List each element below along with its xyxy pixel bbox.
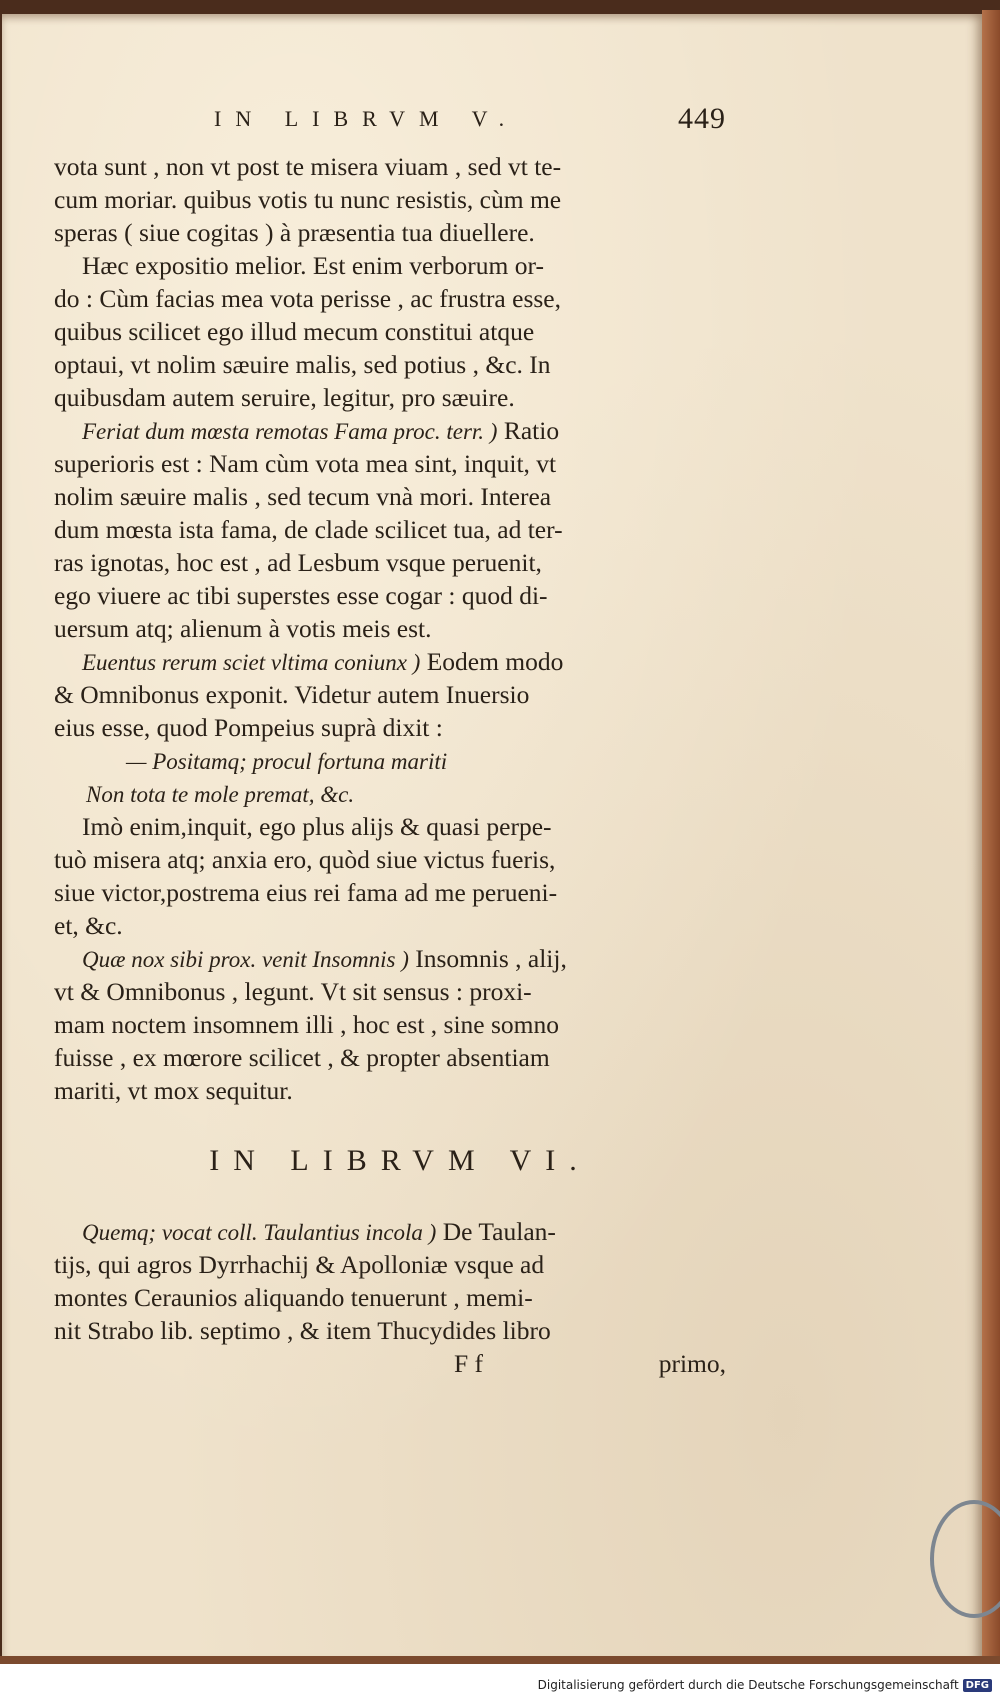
line-text: uersum atq; alienum à votis meis est. [54, 614, 432, 643]
text-line [54, 282, 726, 315]
lemma: Quemq; vocat coll. Taulantius incola ) [82, 1220, 437, 1245]
text-line [54, 348, 726, 381]
text-line [54, 909, 726, 942]
spacer [54, 1191, 726, 1215]
text-line [54, 777, 726, 810]
credit-bar [0, 1664, 1000, 1704]
line-text: Hæc expositio melior. Est enim verborum or- [82, 251, 544, 280]
text-line [54, 414, 726, 447]
line-text: Imò enim,inquit, ego plus alijs & quasi perpe- [82, 812, 552, 841]
text-line [54, 1281, 726, 1314]
lemma: Quæ nox sibi prox. venit Insomnis ) [82, 947, 409, 972]
text-line [54, 645, 726, 678]
text-line [54, 1041, 726, 1074]
line-text: quibusdam autem seruire, legitur, pro sæuire. [54, 383, 515, 412]
line-text: optaui, vt nolim sæuire malis, sed potius , &c. In [54, 350, 551, 379]
text-line [54, 711, 726, 744]
spacer [54, 1107, 726, 1131]
line-text: et, &c. [54, 911, 123, 940]
line-text: nolim sæuire malis , sed tecum vnà mori. Interea [54, 482, 552, 511]
text-line [54, 942, 726, 975]
line-text: tijs, qui agros Dyrrhachij & Apolloniæ vsque ad [54, 1250, 545, 1279]
line-text: fuisse , ex mœrore scilicet , & propter absentiam [54, 1043, 550, 1072]
text-line [54, 315, 726, 348]
line-text: dum mœsta ista fama, de clade scilicet tua, ad ter- [54, 515, 563, 544]
page-footer [54, 1347, 726, 1380]
signature-mark: F f [454, 1349, 484, 1378]
text-line [54, 1248, 726, 1281]
line-text: mariti, vt mox sequitur. [54, 1076, 293, 1105]
section-heading: IN LIBRVM VI. [209, 1144, 591, 1177]
page-text [54, 102, 726, 1380]
text-line [54, 579, 726, 612]
line-text: superioris est : Nam cùm vota mea sint, inquit, vt [54, 449, 557, 478]
dfg-logo: DFG [963, 1679, 992, 1692]
line-text: ras ignotas, hoc est , ad Lesbum vsque peruenit, [54, 548, 542, 577]
text-line [54, 1314, 726, 1347]
line-text: speras ( siue cogitas ) à præsentia tua diuellere. [54, 218, 535, 247]
line-text: nit Strabo lib. septimo , & item Thucydides libro [54, 1316, 551, 1345]
line-text: tuò misera atq; anxia ero, quòd siue victus fueris, [54, 845, 556, 874]
line-text: siue victor,postrema eius rei fama ad me perueni- [54, 878, 558, 907]
line-text: ego viuere ac tibi superstes esse cogar : quod di- [54, 581, 548, 610]
line-text: vt & Omnibonus , legunt. Vt sit sensus : proxi- [54, 977, 532, 1006]
text-line [54, 249, 726, 282]
credit-text: Digitalisierung gefördert durch die Deutsche Forschungsgemeinschaft [537, 1678, 959, 1692]
text-line [54, 546, 726, 579]
text-line [54, 612, 726, 645]
verse-quote: — Positamq; procul fortuna mariti [126, 749, 448, 774]
line-text: Insomnis , alij, [408, 944, 567, 973]
text-line [54, 447, 726, 480]
page-header [54, 102, 726, 150]
line-text: vota sunt , non vt post te misera viuam , sed vt te- [54, 152, 562, 181]
book-bottom-edge [0, 1656, 1000, 1664]
book-page [2, 14, 982, 1664]
line-text: quibus scilicet ego illud mecum constitui atque [54, 317, 535, 346]
verse-quote: Non tota te mole premat, &c. [86, 782, 355, 807]
page-number: 449 [678, 102, 726, 135]
text-line [54, 744, 726, 777]
line-text: De Taulan- [436, 1217, 556, 1246]
credit-line [538, 1678, 992, 1692]
line-text: eius esse, quod Pompeius suprà dixit : [54, 713, 443, 742]
line-text: cum moriar. quibus votis tu nunc resistis, cùm me [54, 185, 562, 214]
text-line [54, 975, 726, 1008]
text-line [54, 1074, 726, 1107]
text-line [54, 183, 726, 216]
text-line [54, 150, 726, 183]
text-line [54, 810, 726, 843]
text-line [54, 843, 726, 876]
text-line [54, 1008, 726, 1041]
text-line [54, 381, 726, 414]
lemma: Euentus rerum sciet vltima coniunx ) [82, 650, 421, 675]
text-line [54, 1215, 726, 1248]
line-text: Ratio [497, 416, 560, 445]
running-head: IN LIBRVM V. [214, 106, 519, 131]
text-line [54, 216, 726, 249]
book-edge [982, 10, 1000, 1670]
commentary-body-2 [54, 1215, 726, 1347]
line-text: do : Cùm facias mea vota perisse , ac frustra esse, [54, 284, 561, 313]
lemma: Feriat dum mœsta remotas Fama proc. terr. ) [82, 419, 498, 444]
catchword: primo, [658, 1349, 726, 1378]
text-line [54, 678, 726, 711]
line-text: & Omnibonus exponit. Videtur autem Inuersio [54, 680, 530, 709]
line-text: mam noctem insomnem illi , hoc est , sine somno [54, 1010, 559, 1039]
text-line [54, 876, 726, 909]
commentary-body [54, 150, 726, 1107]
text-line [54, 480, 726, 513]
line-text: Eodem modo [420, 647, 564, 676]
line-text: montes Ceraunios aliquando tenuerunt , memi- [54, 1283, 533, 1312]
text-line [54, 513, 726, 546]
